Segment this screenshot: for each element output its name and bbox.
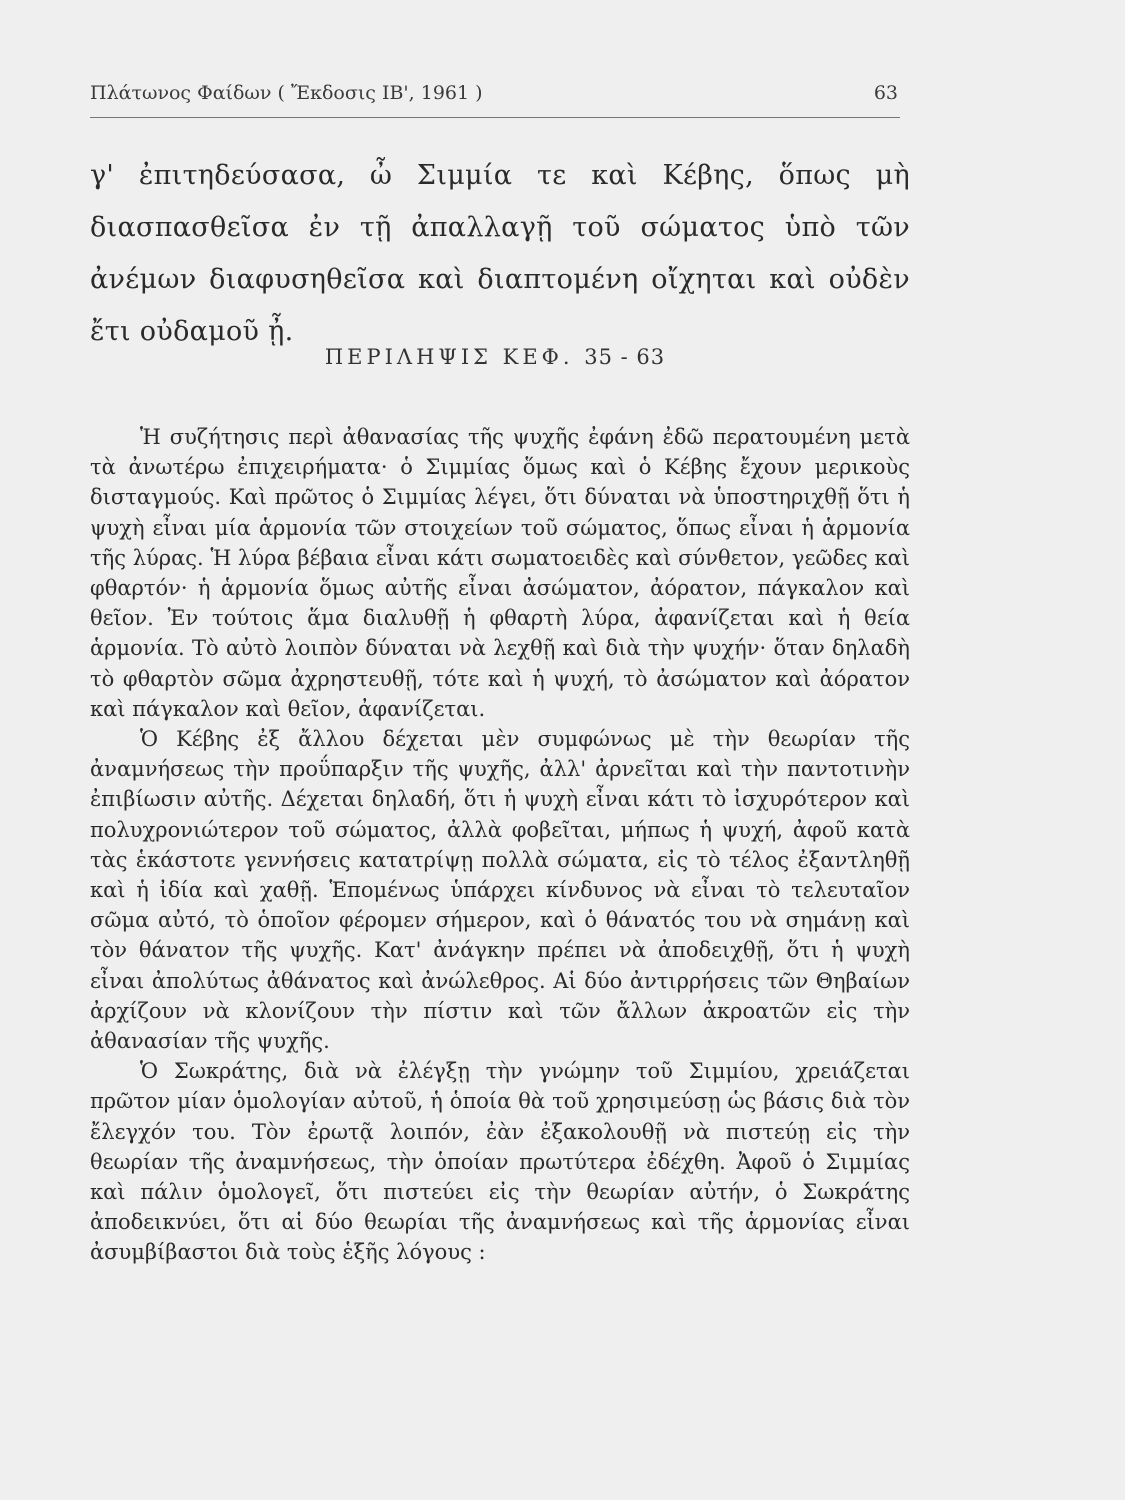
summary-paragraph: Ἡ συζήτησις περὶ ἀθανασίας τῆς ψυχῆς ἐφάνη ἐδῶ περατουμένη μετὰ τὰ ἀνωτέρω ἐπιχειρήματα· ὁ Σιμμίας ὅμως καὶ ὁ Κέβης ἔχουν μερικοὺς δισταγμούς. Καὶ πρῶτος ὁ Σιμμίας λέγει, ὅτι δύναται νὰ ὑποστηριχθῇ ὅτι ἡ ψυχὴ εἶναι μία ἁρμονία τῶν στοιχείων τοῦ σώματος, ὅπως εἶναι ἡ ἁρμονία τῆς λύρας. Ἡ λύρα βέβαια εἶναι κάτι σωματοειδὲς καὶ σύνθετον, γεῶδες καὶ φθαρτόν· ἡ ἁρμονία ὅμως αὐτῆς εἶναι ἀσώματον, ἀόρατον, πάγκαλον καὶ θεῖον. Ἐν τούτοις ἅμα διαλυθῇ ἡ φθαρτὴ λύρα, ἀφανίζεται καὶ ἡ θεία ἁρμονία. Τὸ αὐτὸ λοιπὸν δύναται νὰ λεχθῇ καὶ διὰ τὴν ψυχήν· ὅταν δηλαδὴ τὸ φθαρτὸν σῶμα ἀχρηστευθῇ, τότε καὶ ἡ ψυχή, τὸ ἀσώματον καὶ ἀόρατον καὶ πάγκαλον καὶ θεῖον, ἀφανίζεται. bbox=[90, 425, 910, 721]
book-page bbox=[90, 0, 1030, 1500]
summary-paragraph: Ὁ Σωκράτης, διὰ νὰ ἐλέγξῃ τὴν γνώμην τοῦ Σιμμίου, χρειάζεται πρῶτον μίαν ὁμολογίαν αὐτοῦ, ἡ ὁποία θὰ τοῦ χρησιμεύσῃ ὡς βάσις διὰ τὸν ἔλεγχόν του. Τὸν ἐρωτᾷ λοιπόν, ἐὰν ἐξακολουθῇ νὰ πιστεύῃ εἰς τὴν θεωρίαν τῆς ἀναμνήσεως, τὴν ὁποίαν πρωτύτερα ἐδέχθη. Ἀφοῦ ὁ Σιμμίας καὶ πάλιν ὁμολογεῖ, ὅτι πιστεύει εἰς τὴν θεωρίαν αὐτήν, ὁ Σωκράτης ἀποδεικνύει, ὅτι αἱ δύο θεωρίαι τῆς ἀναμνήσεως καὶ τῆς ἁρμονίας εἶναι ἀσυμβίβαστοι διὰ τοὺς ἑξῆς λόγους : bbox=[90, 1059, 910, 1265]
running-head-title: Πλάτωνος Φαίδων ( Ἔκδοσις ΙΒ', 1961 ) bbox=[90, 82, 483, 104]
summary-paragraph: Ὁ Κέβης ἐξ ἄλλου δέχεται μὲν συμφώνως μὲ τὴν θεωρίαν τῆς ἀναμνήσεως τὴν προΰπαρξιν τῆς ψυχῆς, ἀλλ' ἀρνεῖται καὶ τὴν παντοτινὴν ἐπιβίωσιν αὐτῆς. Δέχεται δηλαδή, ὅτι ἡ ψυχὴ εἶναι κάτι τὸ ἰσχυρότερον καὶ πολυχρονιώτερον τοῦ σώματος, ἀλλὰ φοβεῖται, μήπως ἡ ψυχή, ἀφοῦ κατὰ τὰς ἑκάστοτε γεννήσεις κατατρίψῃ πολλὰ σώματα, εἰς τὸ τέλος ἐξαντληθῇ καὶ ἡ ἰδία καὶ χαθῇ. Ἑπομένως ὑπάρχει κίνδυνος νὰ εἶναι τὸ τελευταῖον σῶμα αὐτό, τὸ ὁποῖον φέρομεν σήμερον, καὶ ὁ θάνατός του νὰ σημάνῃ καὶ τὸν θάνατον τῆς ψυχῆς. Κατ' ἀνάγκην πρέπει νὰ ἀποδειχθῇ, ὅτι ἡ ψυχὴ εἶναι ἀπολύτως ἀθάνατος καὶ ἀνώλεθρος. Αἱ δύο ἀντιρρήσεις τῶν Θηβαίων ἀρχίζουν νὰ κλονίζουν τὴν πίστιν καὶ τῶν ἄλλων ἀκροατῶν εἰς τὴν ἀθανασίαν τῆς ψυχῆς. bbox=[90, 727, 910, 1054]
section-heading bbox=[90, 345, 900, 369]
summary-body bbox=[90, 422, 910, 1268]
section-heading-title: ΠΕΡΙΛΗΨΙΣ ΚΕΦ. bbox=[324, 345, 574, 369]
running-head bbox=[90, 82, 898, 112]
page-number: 63 bbox=[873, 82, 898, 104]
header-rule bbox=[90, 117, 900, 118]
intro-paragraph: γ' ἐπιτηδεύσασα, ὦ Σιμμία τε καὶ Κέβης, ὅπως μὴ διασπασθεῖσα ἐν τῇ ἀπαλλαγῇ τοῦ σώματος ὑπὸ τῶν ἀνέμων διαφυσηθεῖσα καὶ διαπτομένη οἴχηται καὶ οὐδὲν ἔτι οὐδαμοῦ ᾖ. bbox=[90, 160, 910, 347]
section-heading-range: 35 - 63 bbox=[584, 345, 666, 369]
intro-paragraph-block bbox=[90, 150, 910, 358]
